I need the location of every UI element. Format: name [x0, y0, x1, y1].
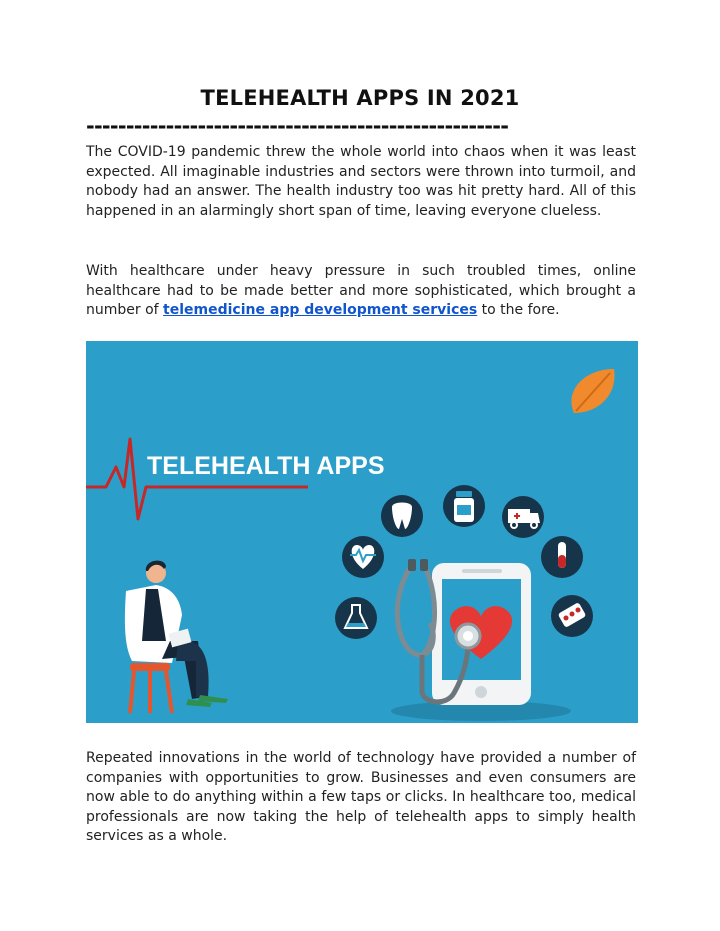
- pill-bottle-icon: [443, 485, 485, 527]
- page-title: TELEHEALTH APPS IN 2021: [200, 86, 520, 110]
- telehealth-illustration: [86, 341, 638, 723]
- illustration-heading: TELEHEALTH APPS: [147, 452, 385, 480]
- paragraph-text-before-link: With healthcare under heavy pressure in such troubled times, online healthcare had to be made better and more sophisticated, which brought a number of: [86, 263, 636, 319]
- ambulance-icon: [502, 496, 544, 538]
- heart-monitor-icon: [342, 536, 384, 578]
- pill-blister-icon: [551, 595, 593, 637]
- flask-icon: [335, 597, 377, 639]
- paragraph-intro: The COVID-19 pandemic threw the whole world into chaos when it was least expected. All imaginable industries and sectors were thrown into turmoil, and nobody had an answer. The health industry too was hit pretty hard. All of this happened in an alarmingly short span of time, leaving everyone clueless.: [86, 144, 636, 219]
- paragraph-text-after-link: to the fore.: [477, 302, 560, 319]
- test-tube-icon: [541, 536, 583, 578]
- paragraph-innovations: Repeated innovations in the world of technology have provided a number of companies with opportunities to grow. Businesses and even consumers are now able to do anything within a few taps or clicks. In healthcare too, medical professionals are now taking the help of telehealth apps to simply health services as a whole.: [86, 750, 636, 845]
- title-separator: -----------------------------------------------------: [86, 114, 509, 138]
- paragraph-healthcare: [86, 262, 636, 321]
- telemedicine-link[interactable]: telemedicine app development services: [163, 302, 478, 319]
- tooth-icon: [381, 495, 423, 537]
